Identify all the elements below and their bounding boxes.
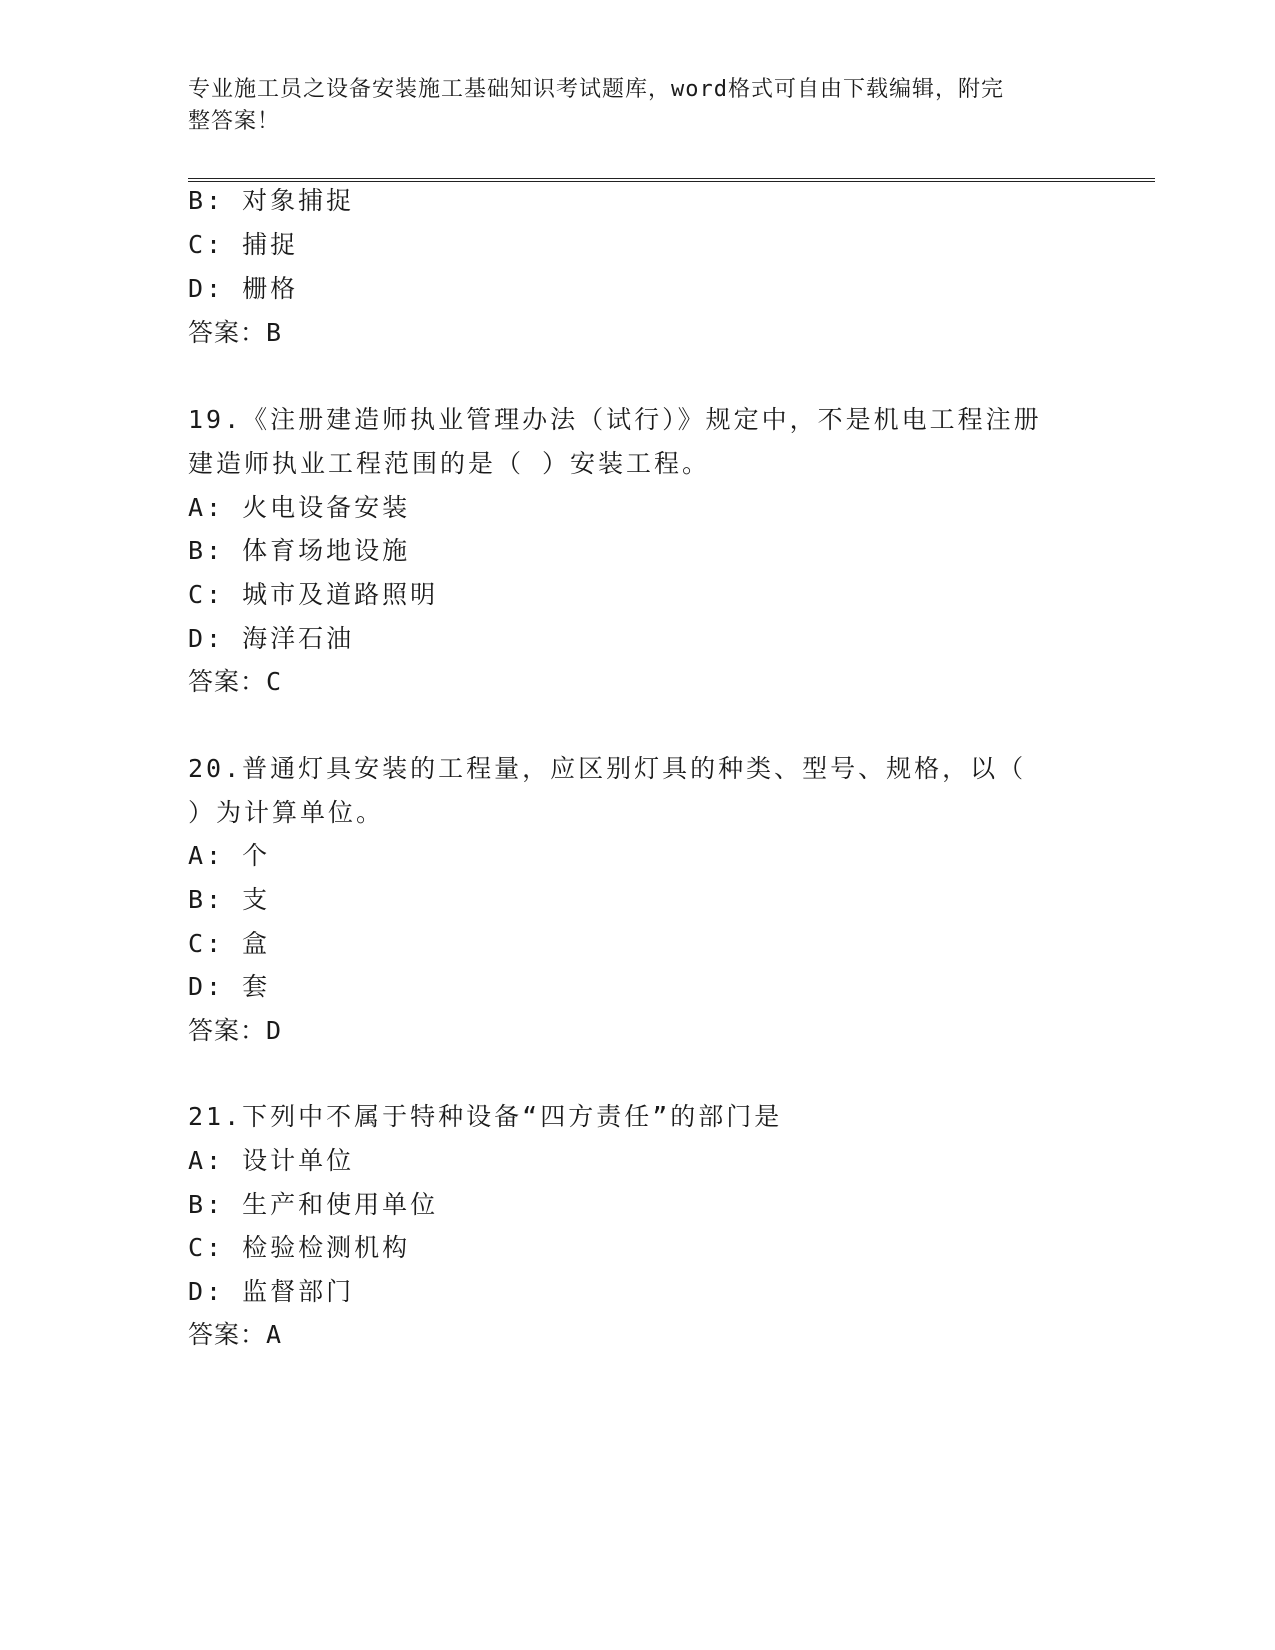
question-stem: 建造师执业工程范围的是（ ）安装工程。	[188, 449, 711, 478]
option-c: C: 捕捉	[188, 230, 299, 259]
header-divider	[188, 178, 1155, 182]
option-c: C: 检验检测机构	[188, 1233, 411, 1262]
option-a: A: 火电设备安装	[188, 493, 411, 522]
answer: 答案：C	[188, 667, 283, 696]
option-b: B: 生产和使用单位	[188, 1190, 439, 1219]
option-b: B: 体育场地设施	[188, 536, 411, 565]
answer: 答案：D	[188, 1016, 283, 1045]
question-stem: 19.《注册建造师执业管理办法（试行）》规定中，不是机电工程注册	[188, 405, 1042, 434]
answer: 答案：B	[188, 318, 283, 347]
option-c: C: 盒	[188, 929, 271, 958]
header-line-2: 整答案！	[188, 109, 281, 134]
option-b: B: 支	[188, 885, 271, 914]
header-line-1: 专业施工员之设备安装施工基础知识考试题库，word格式可自由下载编辑，附完	[188, 77, 1004, 102]
option-c: C: 城市及道路照明	[188, 580, 439, 609]
option-a: A: 设计单位	[188, 1146, 355, 1175]
question-stem: 21.下列中不属于特种设备“四方责任”的部门是	[188, 1102, 783, 1131]
option-d: D: 海洋石油	[188, 624, 355, 653]
answer: 答案：A	[188, 1320, 283, 1349]
option-a: A: 个	[188, 841, 271, 870]
question-stem: ）为计算单位。	[188, 798, 385, 827]
option-b: B: 对象捕捉	[188, 186, 355, 215]
question-stem: 20.普通灯具安装的工程量，应区别灯具的种类、型号、规格，以（	[188, 754, 1027, 783]
option-d: D: 套	[188, 972, 271, 1001]
option-d: D: 栅格	[188, 274, 299, 303]
option-d: D: 监督部门	[188, 1277, 355, 1306]
document-header	[188, 74, 1068, 138]
